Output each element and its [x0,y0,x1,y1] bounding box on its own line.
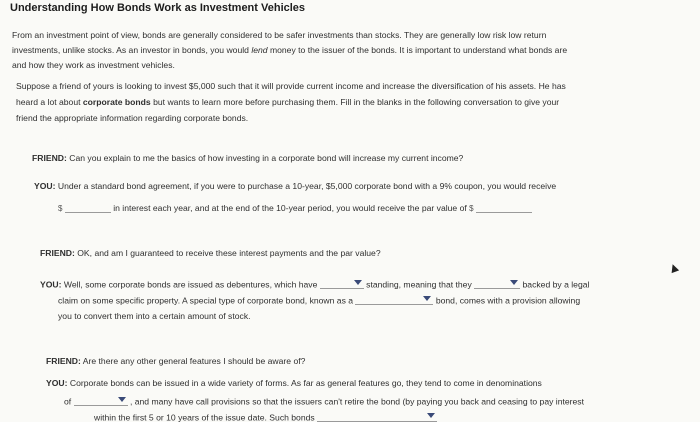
you-answer-2-line-1 [40,279,589,289]
answer-text: bond, comes with a provision allowing [435,295,581,306]
answer-text: claim on some specific property. A special type of corporate bond, known as a [58,295,354,306]
chevron-down-icon [427,413,435,418]
dollar-prefix: $ [58,204,63,213]
answer-text: Well, some corporate bonds are issued as debentures, which have [61,279,318,290]
answer-text: in interest each year, and at the end of the 10-year period, you would receive the par value of [113,203,467,213]
backing-dropdown[interactable] [474,279,520,289]
speaker-label: FRIEND: [40,248,75,258]
chevron-down-icon [423,296,431,301]
answer-text: standing, meaning that they [366,279,472,290]
intro-line-3: and how they work as investment vehicles. [12,60,175,70]
answer-text: within the first 5 or 10 years of the issue date. Such bonds [94,412,315,422]
scenario-text: but wants to learn more before purchasing them. Fill in the blanks in the following conversation to give your [150,97,560,107]
speaker-label: YOU: [34,181,56,191]
answer-text: Corporate bonds can be issued in a wide variety of forms. As far as general features go, they tend to come in denominations [67,378,542,388]
you-answer-3-line-3 [94,412,437,422]
seniority-dropdown[interactable] [320,279,364,289]
friend-question-3 [46,357,305,366]
scenario-text: heard a lot about [16,97,83,107]
answer-text: backed by a legal [522,279,590,290]
scenario-line-1: Suppose a friend of yours is looking to invest $5,000 such that it will provide current income and increase the diversification of his assets. He has [16,81,566,91]
dollar-prefix: $ [469,204,474,213]
intro-line-2 [12,46,567,55]
you-answer-1-line-2 [58,203,532,213]
friend-question-1 [32,154,463,163]
speaker-label: YOU: [46,378,68,388]
chevron-down-icon [510,280,518,285]
scenario-bold-term: corporate bonds [82,97,151,107]
question-text: OK, and am I guaranteed to receive these interest payments and the par value? [74,248,381,258]
answer-text: , and many have call provisions so that the issuers can't retire the bond (by paying you back and ceasing to pay interest [129,396,584,407]
annual-interest-input[interactable] [65,203,111,213]
chevron-down-icon [118,397,126,402]
scenario-line-2 [16,98,559,107]
scenario-line-3: friend the appropriate information regarding corporate bonds. [16,113,249,123]
intro-emphasis: lend [251,45,268,55]
denomination-dropdown[interactable] [74,396,128,406]
mouse-pointer-icon [669,263,679,273]
you-answer-3-line-1 [46,379,542,388]
intro-text: money to the issuer of the bonds. It is important to understand what bonds are [267,45,568,55]
chevron-down-icon [354,280,362,285]
intro-line-1: From an investment point of view, bonds are generally considered to be safer investments than stocks. They are generally low risk low return [12,30,547,40]
speaker-label: FRIEND: [46,356,81,366]
bond-type-dropdown[interactable] [355,295,433,305]
answer-text: of [64,396,72,407]
call-protection-dropdown[interactable] [317,412,437,422]
you-answer-2-line-3: you to convert them into a certain amount of stock. [58,311,251,321]
answer-text: Under a standard bond agreement, if you were to purchase a 10-year, $5,000 corporate bond with a 9% coupon, you would receive [55,181,557,191]
par-value-input[interactable] [476,203,532,213]
you-answer-2-line-2 [58,295,580,305]
question-text: Are there any other general features I should be aware of? [80,356,306,366]
page-title: Understanding How Bonds Work as Investment Vehicles [10,2,306,14]
question-text: Can you explain to me the basics of how investing in a corporate bond will increase my current income? [66,153,464,163]
you-answer-1-line-1 [34,182,556,191]
speaker-label: FRIEND: [32,153,67,163]
friend-question-2 [40,249,381,258]
you-answer-3-line-2 [64,396,584,406]
intro-text: investments, unlike stocks. As an investor in bonds, you would [12,45,252,55]
speaker-label: YOU: [40,279,62,290]
